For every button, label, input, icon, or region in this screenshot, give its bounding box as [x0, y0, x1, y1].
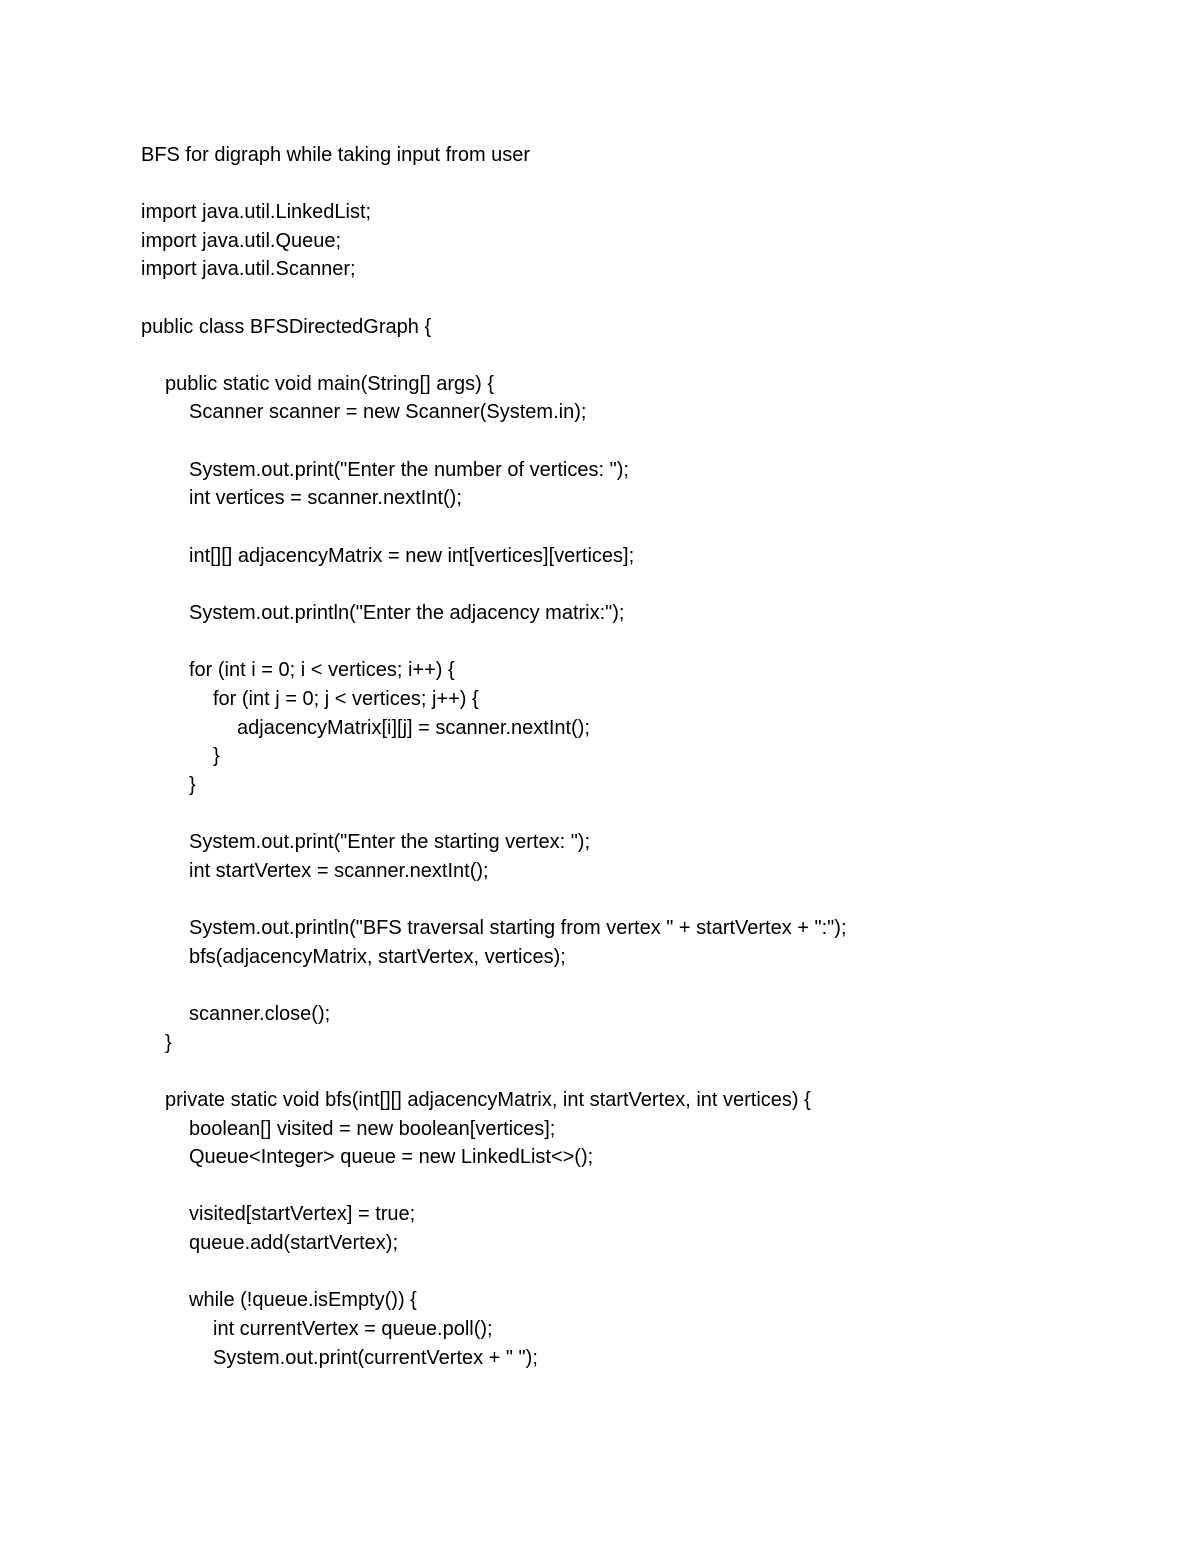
code-line: public class BFSDirectedGraph {	[141, 315, 432, 338]
code-line: private static void bfs(int[][] adjacencyMatrix, int startVertex, int vertices) {	[165, 1088, 811, 1111]
blank-line	[141, 513, 847, 542]
blank-line	[141, 971, 847, 1000]
blank-line	[141, 885, 847, 914]
code-line: boolean[] visited = new boolean[vertices];	[189, 1117, 556, 1140]
code-line: int startVertex = scanner.nextInt();	[189, 859, 489, 882]
code-line: adjacencyMatrix[i][j] = scanner.nextInt();	[237, 716, 590, 739]
code-line: int[][] adjacencyMatrix = new int[vertices][vertices];	[189, 544, 635, 567]
blank-line	[141, 628, 847, 657]
code-block	[141, 198, 847, 1372]
code-line: scanner.close();	[189, 1002, 331, 1025]
blank-line	[141, 341, 847, 370]
code-line: import java.util.LinkedList;	[141, 201, 372, 223]
blank-line	[141, 427, 847, 456]
code-line: System.out.print(currentVertex + " ");	[213, 1346, 538, 1369]
code-line: bfs(adjacencyMatrix, startVertex, vertices);	[189, 945, 566, 968]
code-line: Queue<Integer> queue = new LinkedList<>();	[189, 1146, 594, 1169]
code-line: }	[165, 1031, 172, 1054]
code-line: public static void main(String[] args) {	[165, 372, 495, 395]
blank-line	[141, 570, 847, 599]
code-line: Scanner scanner = new Scanner(System.in);	[189, 401, 587, 424]
code-line: queue.add(startVertex);	[189, 1232, 399, 1255]
blank-line	[141, 1258, 847, 1287]
code-line: int currentVertex = queue.poll();	[213, 1317, 493, 1340]
code-line: int vertices = scanner.nextInt();	[189, 487, 462, 510]
blank-line	[141, 1057, 847, 1086]
document-title: BFS for digraph while taking input from user	[141, 144, 531, 166]
code-line: System.out.println("Enter the adjacency matrix:");	[189, 601, 625, 624]
code-line: for (int j = 0; j < vertices; j++) {	[213, 687, 479, 710]
code-line: System.out.println("BFS traversal starting from vertex " + startVertex + ":");	[189, 917, 847, 940]
code-line: import java.util.Scanner;	[141, 258, 356, 281]
blank-line	[141, 1172, 847, 1201]
code-line: System.out.print("Enter the number of vertices: ");	[189, 458, 629, 481]
blank-line	[141, 799, 847, 828]
code-line: while (!queue.isEmpty()) {	[189, 1289, 417, 1312]
code-line: import java.util.Queue;	[141, 229, 342, 252]
code-line: System.out.print("Enter the starting vertex: ");	[189, 831, 591, 854]
code-line: visited[startVertex] = true;	[189, 1203, 416, 1226]
code-line: }	[189, 773, 196, 796]
code-line: }	[213, 745, 220, 768]
blank-line	[141, 284, 847, 313]
code-line: for (int i = 0; i < vertices; i++) {	[189, 659, 455, 682]
